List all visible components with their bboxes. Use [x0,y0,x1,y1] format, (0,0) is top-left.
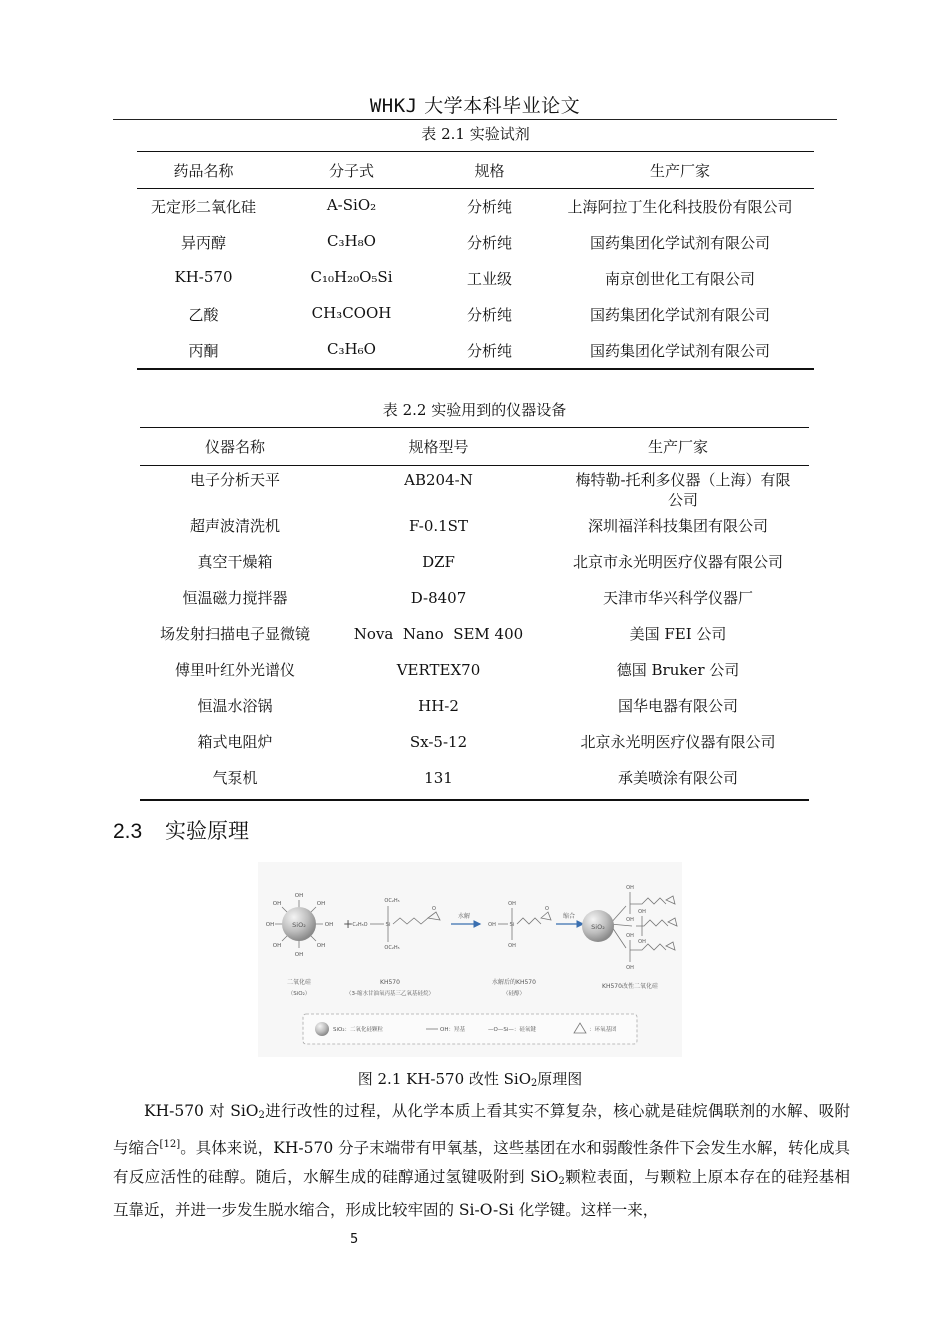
page-header [113,94,837,120]
reagent-formula: C₁₀H₂₀O₅Si [310,267,393,286]
instrument-maker: 承美喷涂有限公司 [617,768,738,787]
reagent-formula: C₃H₆O [327,339,376,358]
table-row [137,189,814,225]
epoxy-oxygen-label: O [545,906,549,912]
reagent-maker: 上海阿拉丁生化科技股份有限公司 [567,198,793,216]
instrument-maker: 梅特勒-托利多仪器（上海）有限公司 [575,471,791,509]
instrument-name: 气泵机 [212,768,258,787]
column-header: 规格 [433,152,546,189]
instrument-model: HH-2 [418,696,459,715]
reagents-table [137,151,814,370]
header-title: 大学本科毕业论文 [424,95,581,117]
page-number: 5 [350,1232,359,1247]
table-row [140,466,809,512]
instrument-name: 恒温磁力搅拌器 [182,588,288,607]
oh-label: OH [638,909,646,915]
table-row [140,548,809,584]
reagent-name: 无定形二氧化硅 [150,198,256,216]
figure-legend [303,1014,637,1044]
reagent-maker: 国药集团化学试剂有限公司 [589,341,770,360]
instrument-model: 131 [424,768,453,787]
instrument-model: VERTEX70 [396,660,481,679]
table-row [137,333,814,369]
oh-label: OH [488,922,496,928]
table-header-row [137,152,814,189]
citation: [12] [159,1139,181,1150]
instrument-model: F-0.1ST [409,516,468,535]
instrument-maker: 美国 FEI 公司 [629,624,727,643]
oh-label: OH [272,943,282,949]
oh-label: OH [316,901,326,907]
section-title: 实验原理 [165,819,249,843]
figure-caption [258,1069,682,1094]
instrument-name: 超声波清洗机 [189,516,280,535]
oh-label: OH [626,933,634,939]
header-latin: WHKJ [369,95,418,117]
instrument-name: 场发射扫描电子显微镜 [159,624,310,643]
legend-particle-icon [315,1022,329,1036]
oh-label: OH [316,943,326,949]
kh570-mechanism-figure [258,862,682,1057]
oh-label: OH [508,901,516,907]
reagent-formula: C₃H₈O [327,231,376,250]
reagent-maker: 国药集团化学试剂有限公司 [589,305,770,324]
reagent-grade: 分析纯 [466,198,512,216]
epoxy-oxygen-label: O [432,906,436,912]
hydrolyzed-name: 水解后的KH570 [492,979,536,986]
paragraph-subscript: 2 [258,1110,265,1121]
reagent-grade: 分析纯 [466,341,512,360]
instrument-model: D-8407 [410,588,467,607]
oh-label: OH [294,952,304,958]
paragraph-text: 。具体来说，KH-570 分子末端带有甲氧基，这些基团在水和弱酸性条件下会发生水解，转化成具有反应活性的硅醇。随后，水解生成的硅醇通过氢键吸附到 SiO [113,1139,850,1187]
kh570-name: KH570 [380,979,400,986]
reagent-grade: 工业级 [466,269,512,288]
table1-caption: 表 2.1 实验试剂 [421,125,530,143]
reagent-formula: CH₃COOH [311,303,392,322]
oh-label: OH [626,885,634,891]
hydrolysis-label: 水解 [457,913,471,920]
oh-label: OH [626,965,634,971]
table-header-row [140,428,809,466]
oh-label: OH [508,943,516,949]
reagent-name: 异丙醇 [180,233,226,252]
reagent-name: 丙酮 [188,341,219,360]
instrument-model: Nova Nano SEM 400 [353,624,524,643]
instruments-table [140,427,809,801]
instrument-name: 恒温水浴锅 [197,696,273,715]
reagent-grade: 分析纯 [466,233,512,252]
instrument-name: 电子分析天平 [189,471,280,489]
table-row [137,297,814,333]
oh-label: OH [324,922,334,928]
reagent-name: 乙酸 [188,305,219,324]
column-header: 规格型号 [330,428,547,466]
figure-caption-text: 图 2.1 KH-570 改性 SiO [357,1070,532,1088]
legend-epoxy-text: ：环氧基团 [589,1027,617,1033]
silica-formula: （SiO₂） [287,991,311,997]
silica-name: 二氧化硅 [286,979,312,986]
c2h5o-label: C₂H₅O [352,922,368,928]
instrument-name: 傅里叶红外光谱仪 [174,660,295,679]
si-label: Si [509,922,515,928]
section-heading [113,818,249,845]
paragraph-text: KH-570 对 SiO [144,1102,259,1120]
instrument-model: AB204-N [404,471,473,489]
reagent-maker: 南京创世化工有限公司 [604,269,755,288]
table-row [140,656,809,692]
legend-particle-text: SiO₂：二氧化硅颗粒 [333,1027,384,1033]
paragraph-text: 进行改性的过程，从化学本质上看其实不算复杂，核心就是硅烷偶联剂的水解、吸附与缩合 [113,1102,850,1158]
column-header: 仪器名称 [140,428,330,466]
table-row [140,728,809,764]
hydrolyzed-note: （硅醇） [502,991,526,997]
reagent-maker: 国药集团化学试剂有限公司 [589,233,770,252]
oh-label: OH [272,901,282,907]
table2-caption: 表 2.2 实验用到的仪器设备 [382,401,567,419]
oh-label: OH [294,893,304,899]
instrument-maker: 德国 Bruker 公司 [616,660,740,679]
instrument-maker: 北京市永光明医疗仪器有限公司 [572,552,783,571]
kh570-fullname: （3-缩水甘油氧丙基三乙氧基硅烷） [346,991,434,997]
figure-caption-suffix: 原理图 [537,1070,583,1088]
section-number: 2.3 [113,820,143,843]
paragraph-text: 颗粒表面，与颗粒上原本存在的硅羟基相互靠近，并进一步发生脱水缩合，形成比较牢固的 Si-O-Si 化学键。这样一来， [113,1168,850,1220]
oc2h5-label: OC₂H₅ [384,898,400,904]
reagent-grade: 分析纯 [466,305,512,324]
table-row [140,584,809,620]
figure-caption-subscript: 2 [531,1078,538,1089]
table-row [140,620,809,656]
instrument-maker: 国华电器有限公司 [617,696,738,715]
instrument-maker: 北京永光明医疗仪器有限公司 [580,732,776,751]
reagent-name: KH-570 [174,267,233,286]
oh-label: OH [265,922,275,928]
si-label: Si [385,922,391,928]
instrument-maker: 天津市华兴科学仪器厂 [602,588,753,607]
sio2-ball-label: SiO₂ [292,921,306,929]
instrument-name: 箱式电阻炉 [197,732,273,751]
table-row [140,692,809,728]
oh-label: OH [626,917,634,923]
modified-name: KH570改性二氧化硅 [602,983,658,990]
column-header: 药品名称 [137,152,270,189]
table-row [140,512,809,548]
instrument-name: 真空干燥箱 [197,552,273,571]
oh-label: OH [638,939,646,945]
instrument-model: Sx-5-12 [409,732,468,751]
paragraph-subscript: 2 [558,1176,565,1188]
plus-sign: + [342,917,354,931]
oc2h5-label: OC₂H₅ [384,945,400,951]
table-row [137,261,814,297]
legend-oh-text: OH：羟基 [440,1027,465,1033]
legend-bond-text: —O—Si—：硅氧键 [488,1027,536,1033]
instrument-model: DZF [422,552,455,571]
column-header: 生产厂家 [547,428,809,466]
condensation-label: 缩合 [562,913,576,920]
column-header: 生产厂家 [546,152,814,189]
body-paragraph [113,1097,850,1225]
instrument-maker: 深圳福洋科技集团有限公司 [587,516,768,535]
sio2-ball-label: SiO₂ [591,923,605,931]
column-header: 分子式 [270,152,433,189]
table-row [137,225,814,261]
reagent-formula: A-SiO₂ [326,196,377,214]
table-row [140,764,809,800]
